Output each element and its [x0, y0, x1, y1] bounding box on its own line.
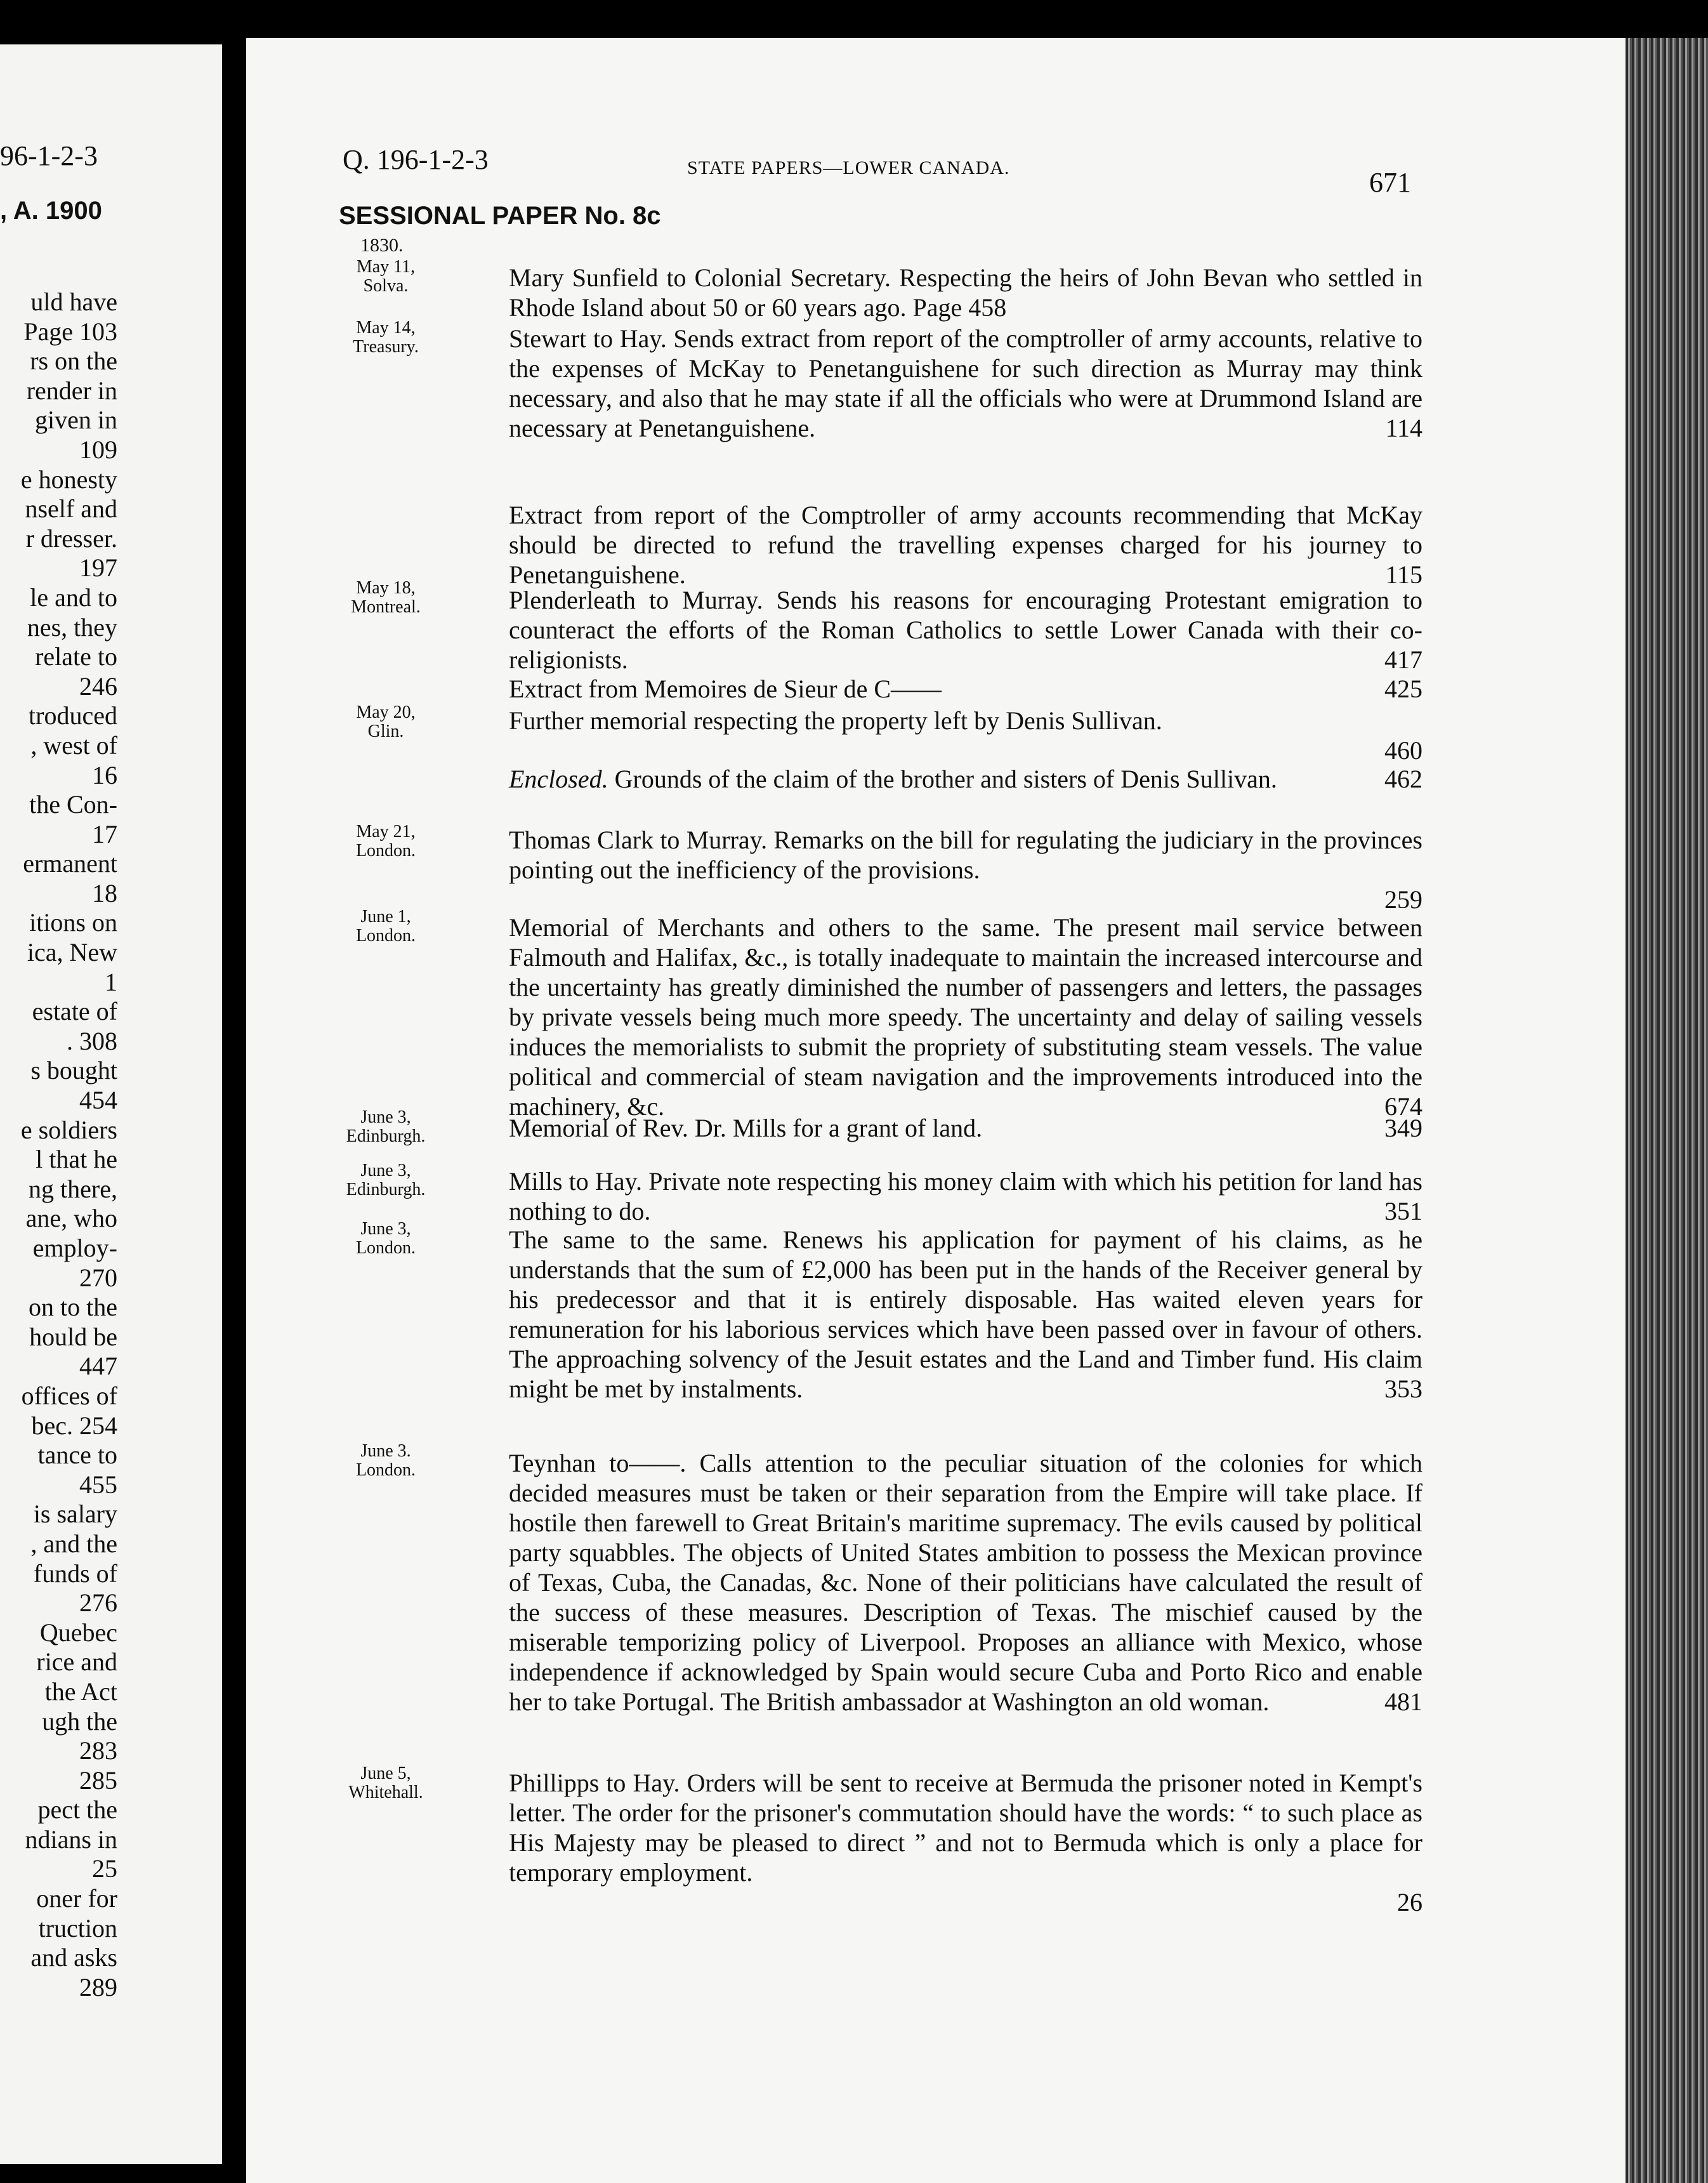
margin-note — [316, 319, 456, 357]
page-number: 671 — [1369, 167, 1411, 198]
left-page-line: ermanent — [23, 849, 117, 878]
calendar-entry — [486, 706, 1422, 765]
entry-date: June 3. — [360, 1441, 411, 1461]
entry-page-ref: 349 — [1384, 1114, 1422, 1142]
left-page-line: bec. 254 — [31, 1411, 117, 1440]
entry-text: Thomas Clark to Murray. Remarks on the bill for regulating the judiciary in the provinces pointing out the inefficiency of the provisions. — [509, 826, 1422, 884]
margin-note — [316, 1442, 456, 1480]
left-page-line: relate to — [35, 642, 117, 671]
running-title: STATE PAPERS—LOWER CANADA. — [687, 157, 1010, 178]
page-reference: Q. 196-1-2-3 — [343, 144, 489, 175]
margin-note — [316, 822, 456, 861]
left-page-line: render in — [26, 376, 117, 405]
calendar-entry — [486, 1113, 1422, 1143]
entry-text: Mary Sunfield to Colonial Secretary. Respecting the heirs of John Bevan who settled in Rhode Island about 50 or 60 years ago. Page 458 — [509, 263, 1422, 322]
margin-note — [316, 579, 456, 617]
left-page-line: tance to — [37, 1441, 117, 1470]
entry-date: May 18, — [356, 578, 416, 598]
left-page-line: rs on the — [30, 346, 117, 376]
entry-text: Further memorial respecting the property left by Denis Sullivan. — [509, 706, 1162, 735]
left-page-line: nself and — [25, 494, 117, 524]
calendar-entry — [486, 825, 1422, 914]
entry-date: May 21, — [356, 822, 416, 841]
entry-page-ref: 460 — [1384, 736, 1422, 765]
left-page-line: , west of — [30, 730, 117, 760]
left-page-line: oner for — [36, 1884, 117, 1913]
left-page-line: 276 — [79, 1588, 117, 1618]
calendar-entry — [486, 585, 1422, 675]
left-page-line: given in — [35, 406, 117, 435]
entry-place: London. — [355, 841, 416, 861]
left-page-line: le and to — [30, 583, 117, 612]
entry-place: London. — [355, 926, 416, 946]
left-page-line: e honesty — [20, 465, 117, 494]
entry-text: Phillipps to Hay. Orders will be sent to receive at Bermuda the prisoner noted in Kempt's letter. The order for the prisoner's commutation should have the words: “ to such place as His Majesty may be pleased to direct ” and not to Bermuda which is only a place for temporary employment. — [509, 1769, 1422, 1887]
book-gutter — [222, 38, 246, 2183]
calendar-entry — [486, 764, 1422, 794]
entry-place: Whitehall. — [348, 1783, 423, 1802]
entry-date: May 14, — [356, 318, 416, 338]
left-page-fragment — [0, 44, 226, 2164]
entry-date: June 5, — [360, 1764, 411, 1783]
entry-text: Extract from Memoires de Sieur de C—— — [509, 675, 942, 703]
entry-page-ref: 481 — [1384, 1687, 1422, 1716]
left-page-line: s bought — [30, 1056, 117, 1085]
main-page — [246, 38, 1708, 2183]
left-page-line: rice and — [36, 1647, 117, 1677]
entry-text: Plenderleath to Murray. Sends his reasons for encouraging Protestant emigration to counteract the efforts of the Roman Catholics to settle Lower Canada with their co-religionists. — [509, 586, 1422, 674]
left-page-line: ng there, — [29, 1174, 117, 1203]
entry-page-ref: 26 — [1397, 1888, 1422, 1916]
page-edge — [1626, 38, 1708, 2183]
left-page-line: 16 — [92, 760, 117, 789]
left-page-line: e soldiers — [20, 1115, 117, 1144]
left-page-line: ane, who — [25, 1204, 117, 1233]
year-label: 1830. — [360, 235, 404, 256]
calendar-entry — [486, 1768, 1422, 1917]
entry-place: London. — [355, 1460, 416, 1480]
calendar-entry — [486, 1166, 1422, 1226]
left-page-line: is salary — [33, 1500, 117, 1529]
entry-page-ref: 674 — [1384, 1092, 1422, 1121]
calendar-entry — [486, 263, 1422, 322]
entry-date: June 1, — [360, 907, 411, 927]
entry-place: Edinburgh. — [346, 1126, 426, 1146]
left-page-line: 17 — [92, 819, 117, 848]
entry-text: Stewart to Hay. Sends extract from report of the comptroller of army accounts, relative to the expenses of McKay to Penetanguishene for such direction as Murray may think necessary, and also that he may state if all the officials who were at Drummond Island are necessary at Penetanguishene. — [509, 324, 1422, 442]
left-page-line: 197 — [79, 553, 117, 583]
entry-text: Extract from report of the Comptroller of army accounts recommending that McKay should be directed to refund the travelling expenses charged for his journey to Penetanguishene. — [509, 501, 1422, 589]
left-page-line: and asks — [30, 1943, 117, 1972]
entry-date: June 3, — [360, 1219, 411, 1239]
left-page-line: 285 — [79, 1765, 117, 1795]
left-page-line: truction — [38, 1913, 117, 1942]
left-page-line: 246 — [79, 671, 117, 701]
entry-text: Grounds of the claim of the brother and sisters of Denis Sullivan. — [614, 765, 1277, 793]
left-page-line: 283 — [79, 1736, 117, 1765]
entry-date: May 11, — [356, 257, 416, 277]
entry-text: Mills to Hay. Private note respecting his money claim with which his petition for land has nothing to do. — [509, 1167, 1422, 1225]
left-page-line: r dresser. — [25, 524, 117, 553]
entry-page-ref: 259 — [1384, 885, 1422, 914]
entry-text: Memorial of Merchants and others to the same. The present mail service between Falmouth and Halifax, &c., is totally inadequate to maintain the increased intercourse and the uncertainty has greatly diminished the number of passengers and letters, the passages by private vessels being much more speedy. The uncertainty and delay of sailing vessels induces the memorialists to submit the propriety of substituting steam vessels. The value political and commercial of steam navigation and the improvements introduced into the machinery, &c. — [509, 913, 1422, 1121]
entry-page-ref: 462 — [1384, 765, 1422, 793]
entry-text: The same to the same. Renews his application for payment of his claims, as he understands that the sum of £2,000 has been put in the hands of the Receiver general by his predecessor and that it is entirely disposable. Has waited eleven years for remuneration for his laborious services which have been passed over in favour of others. The approaching solvency of the Jesuit estates and the Land and Timber fund. His claim might be met by instalments. — [509, 1225, 1422, 1403]
left-page-line: 289 — [79, 1972, 117, 2002]
entry-place: Edinburgh. — [346, 1180, 426, 1199]
margin-note — [316, 1764, 456, 1802]
calendar-entry — [486, 674, 1422, 704]
entry-page-ref: 351 — [1384, 1197, 1422, 1225]
left-page-line: 18 — [92, 878, 117, 907]
left-page-line: on to the — [29, 1293, 117, 1322]
entry-place: Solva. — [363, 276, 409, 296]
calendar-entry — [486, 1225, 1422, 1404]
entry-page-ref: 425 — [1384, 675, 1422, 703]
entry-page-ref: 114 — [1385, 414, 1422, 442]
left-page-text — [0, 287, 117, 2002]
sessional-paper-label: SESSIONAL PAPER No. 8c — [339, 202, 661, 230]
entry-page-ref: 417 — [1384, 645, 1422, 674]
left-page-line: pect the — [37, 1795, 117, 1824]
margin-note — [316, 1220, 456, 1258]
entry-place: Treasury. — [353, 337, 419, 357]
left-page-line: , and the — [30, 1529, 117, 1558]
left-page-line: 455 — [79, 1470, 117, 1499]
calendar-entry — [486, 913, 1422, 1121]
entry-date: June 3, — [360, 1161, 411, 1180]
left-page-line: 109 — [79, 435, 117, 464]
margin-note — [316, 1108, 456, 1146]
left-page-line: itions on — [29, 908, 117, 937]
left-page-line: Quebec — [39, 1618, 117, 1647]
entry-date: June 3, — [360, 1107, 411, 1127]
calendar-entry — [486, 1448, 1422, 1717]
left-page-line: l that he — [36, 1145, 117, 1174]
entry-place: Montreal. — [351, 597, 421, 617]
left-page-line: uld have — [30, 287, 117, 316]
left-page-line: 454 — [79, 1086, 117, 1115]
entry-place: London. — [355, 1238, 416, 1258]
left-page-line: offices of — [21, 1381, 117, 1410]
left-page-line: ndians in — [25, 1824, 117, 1854]
left-page-line: employ- — [32, 1234, 117, 1262]
left-page-line: funds of — [33, 1559, 117, 1588]
left-page-line: the Con- — [29, 790, 117, 819]
left-page-line: 1 — [105, 967, 117, 996]
entry-date: May 20, — [356, 702, 416, 722]
left-page-line: 25 — [92, 1854, 117, 1883]
margin-note — [316, 1161, 456, 1199]
entry-place: Glin. — [367, 722, 404, 741]
left-page-line: estate of — [32, 997, 117, 1026]
margin-note — [316, 703, 456, 741]
left-page-line: ica, New — [27, 938, 117, 967]
left-page-line: nes, they — [27, 612, 117, 642]
left-page-line: 447 — [79, 1352, 117, 1381]
calendar-entry — [486, 324, 1422, 443]
left-page-line: the Act — [44, 1677, 117, 1706]
left-page-header: 96-1-2-3 — [0, 140, 98, 171]
entry-text: Teynhan to——. Calls attention to the peculiar situation of the colonies for which decided measures must be taken or their separation from the Empire will take place. If hostile then farewell to Great Britain's maritime supremacy. The evils caused by political party squabbles. The objects of United States ambition to possess the Mexican province of Texas, Cuba, the Canadas, &c. None of their politicians have calculated the result of the success of these measures. Description of Texas. The mischief caused by the miserable temporizing policy of Liverpool. Proposes an alliance with Mexico, whose independence if acknowledged by Spain would secure Cuba and Porto Rico and enable her to take Portugal. The British ambassador at Washington an old woman. — [509, 1449, 1422, 1716]
margin-note — [316, 907, 456, 946]
left-page-line: troduced — [29, 701, 117, 730]
entry-page-ref: 115 — [1385, 560, 1422, 589]
left-page-line: . 308 — [67, 1026, 117, 1055]
left-page-line: hould be — [29, 1322, 117, 1351]
left-page-line: 270 — [79, 1263, 117, 1292]
entry-text: Memorial of Rev. Dr. Mills for a grant of land. — [509, 1114, 983, 1142]
calendar-entry — [486, 500, 1422, 590]
left-page-line: Page 103 — [23, 317, 117, 346]
margin-note — [316, 258, 456, 296]
left-page-subheader: , A. 1900 — [0, 197, 102, 225]
entry-page-ref: 353 — [1384, 1375, 1422, 1403]
enclosed-label: Enclosed. — [509, 765, 608, 793]
left-page-line: ugh the — [42, 1706, 117, 1736]
